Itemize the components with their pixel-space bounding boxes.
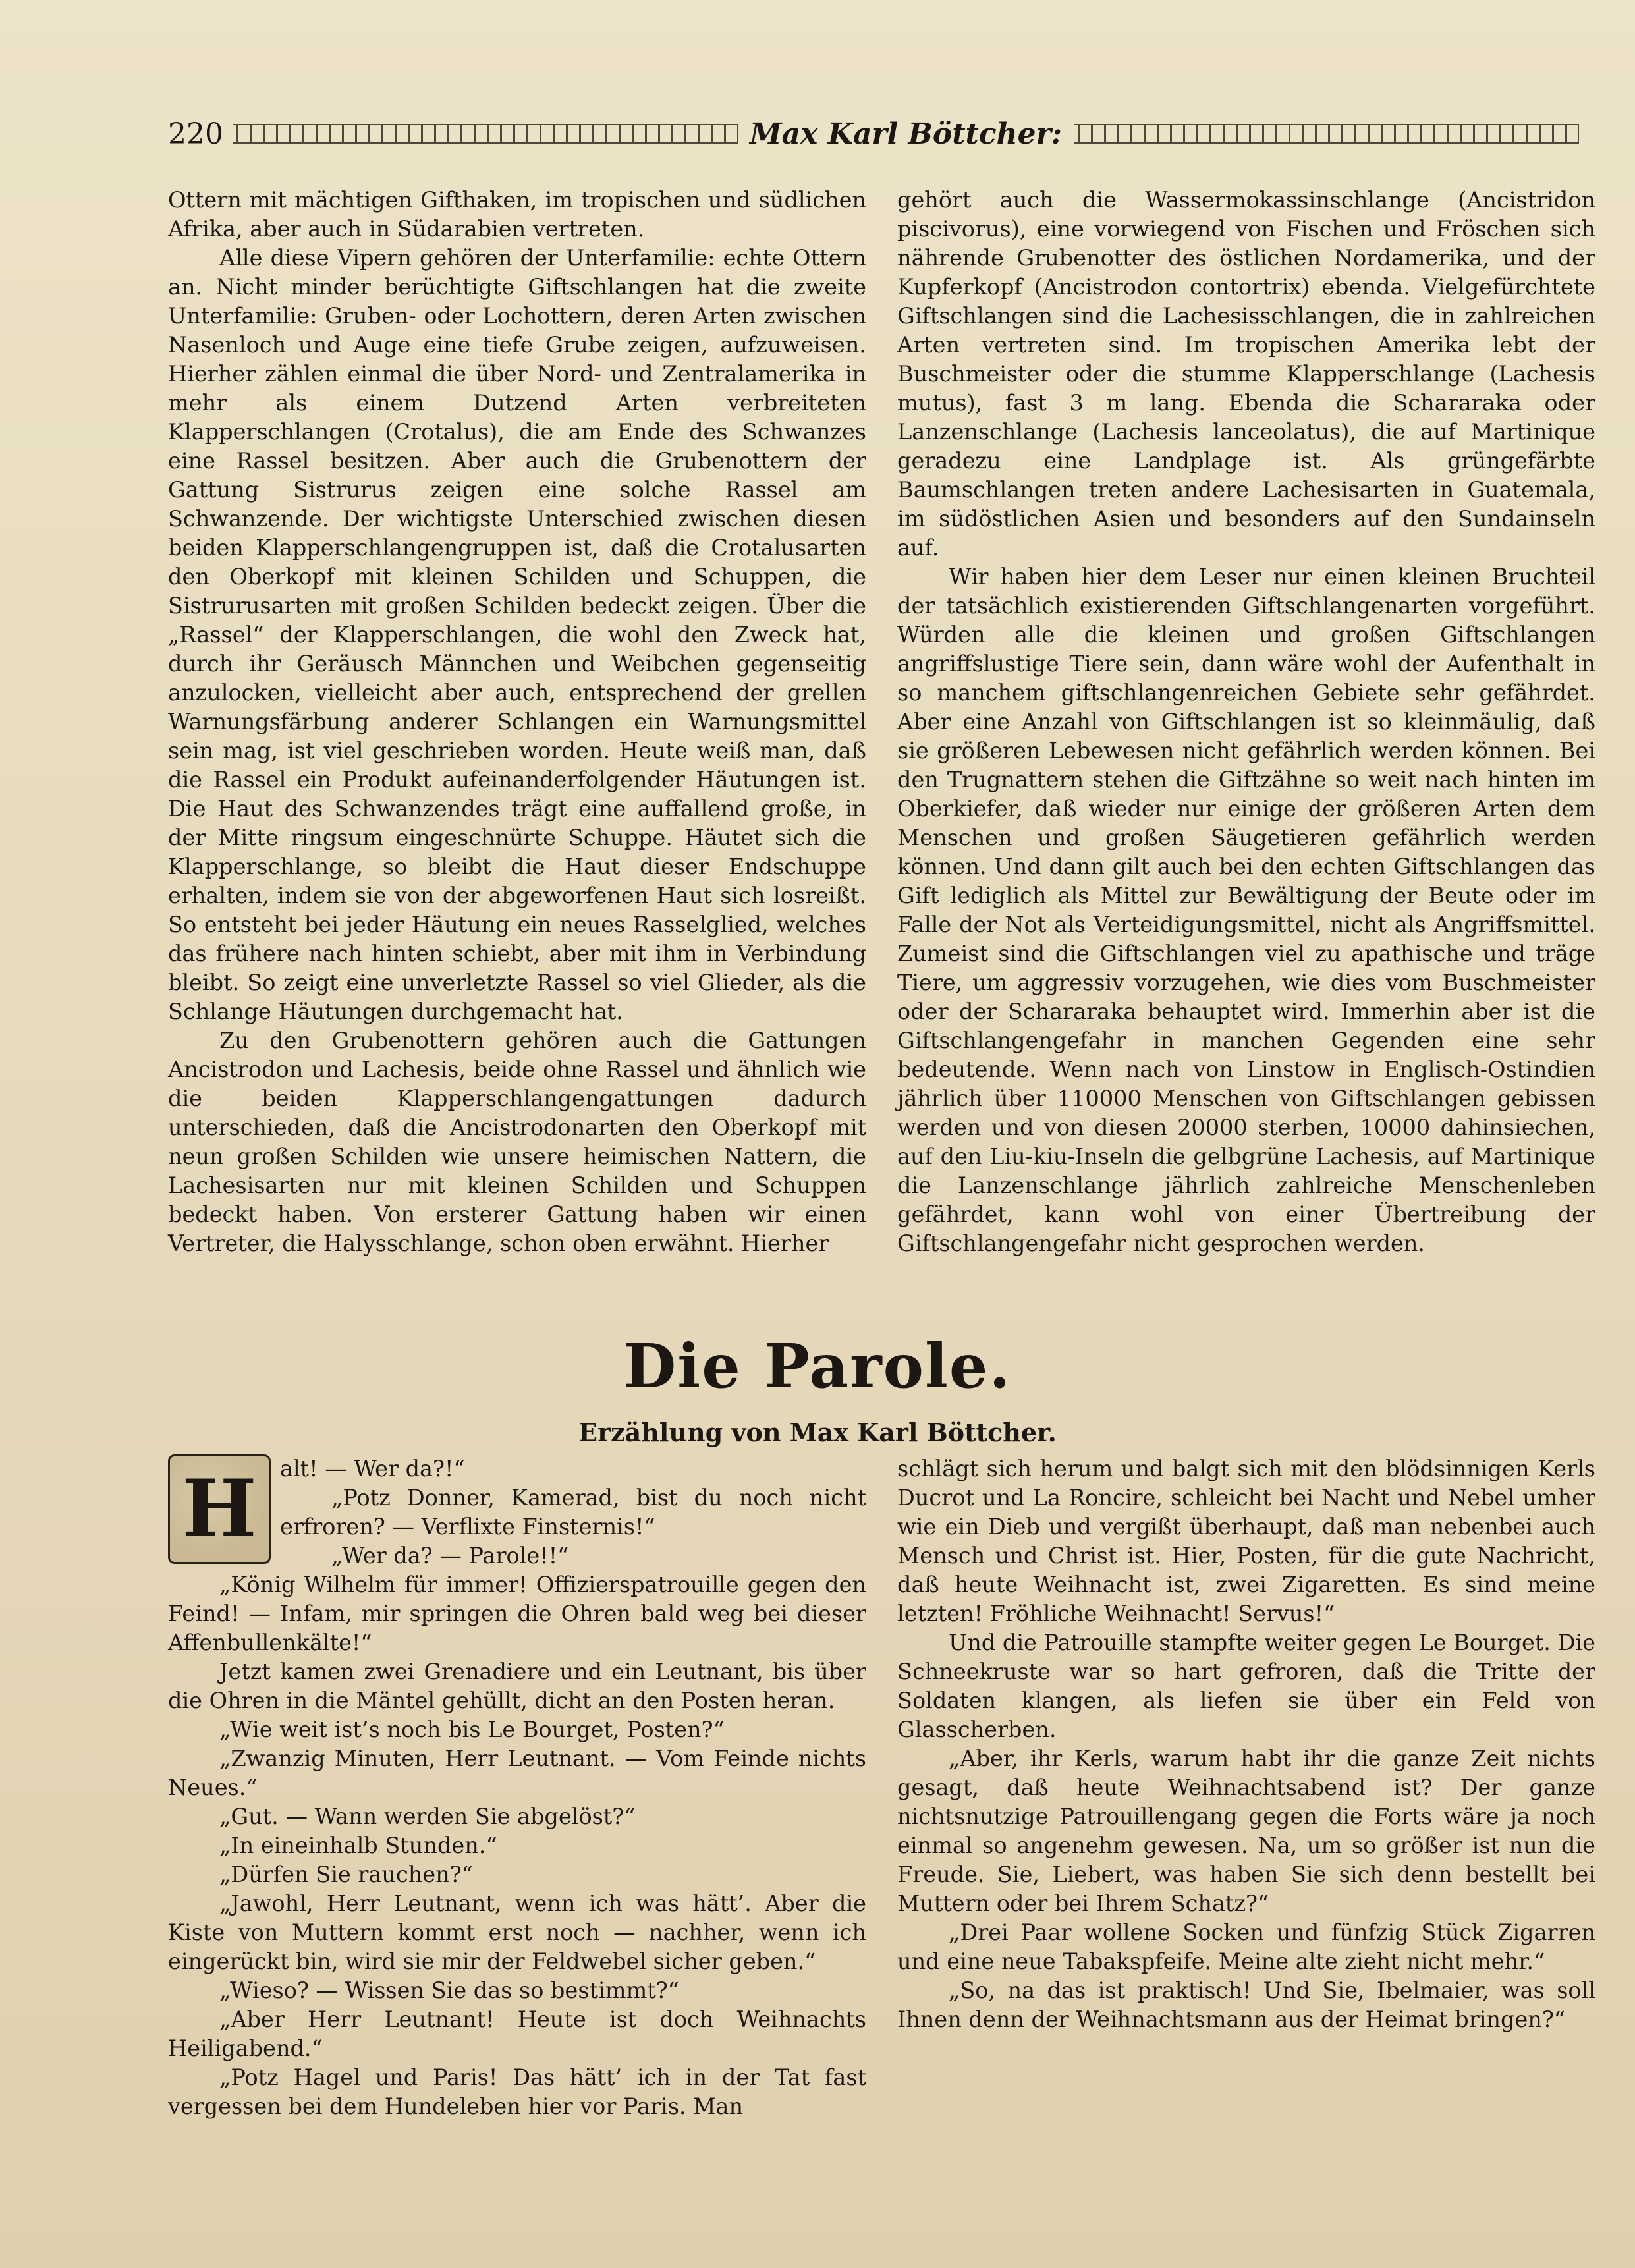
paragraph: Jetzt kamen zwei Grenadiere und ein Leutnant, bis über die Ohren in die Mäntel gehüllt, dicht an den Posten heran. <box>168 1659 866 1713</box>
running-title: Max Karl Böttcher: <box>749 117 1063 151</box>
header-ornament-left <box>233 124 738 144</box>
paragraph: „Aber Herr Leutnant! Heute ist doch Weihnachts Heiligabend.“ <box>168 2006 866 2061</box>
paragraph: „Wer da? — Parole!!“ <box>331 1543 569 1568</box>
paragraph: gehört auch die Wassermokassinschlange (Ancistridon piscivorus), eine vorwiegend von Fischen und Fröschen sich nährende Grubenotter des östlichen Nordamerika, und der Kupferkopf (Ancistrodon contortrix) ebenda. Vielgefürchtete Giftschlangen sind die Lachesisschlangen, die in zahlreichen Arten vertreten sind. Im tropischen Amerika lebt der Buschmeister oder die stumme Klapperschlange (Lachesis mutus), fast 3 m lang. Ebenda die Schararaka oder Lanzenschlange (Lachesis lanceolatus), die auf Martinique geradezu eine Landplage ist. Als grüngefärbte Baumschlangen treten andere Lachesisarten in Guatemala, im südöstlichen Asien und besonders auf den Sundainseln auf. <box>897 187 1595 561</box>
story-column-1 <box>168 1454 866 2121</box>
paragraph: „Zwanzig Minuten, Herr Leutnant. — Vom Feinde nichts Neues.“ <box>168 1746 866 1800</box>
paragraph: Wir haben hier dem Leser nur einen kleinen Bruchteil der tatsächlich existierenden Giftschlangenarten vorgeführt. Würden alle die kleinen und großen Giftschlangen angriffslustige Tiere sein, dann wäre wohl der Aufenthalt in so manchem giftschlangenreichen Gebiete sehr gefährdet. Aber eine Anzahl von Giftschlangen ist so kleinmäulig, daß sie größeren Lebewesen nicht gefährlich werden können. Bei den Trugnattern stehen die Giftzähne so weit nach hinten im Oberkiefer, daß wieder nur einige der größeren Arten dem Menschen und großen Säugetieren gefährlich werden können. Und dann gilt auch bei den echten Giftschlangen das Gift lediglich als Mittel zur Bewältigung der Beute oder im Falle der Not als Verteidigungsmittel, nicht als Angriffsmittel. Zumeist sind die Giftschlangen viel zu apathische und träge Tiere, um aggressiv vorzugehen, wie dies vom Buschmeister oder der Schararaka behauptet wird. Immerhin aber ist die Giftschlangengefahr in manchen Gegenden eine sehr bedeutende. Wenn nach von Linstow in Englisch-Ostindien jährlich über 110000 Menschen von Giftschlangen gebissen werden und von diesen 20000 sterben, 10000 dahinsiechen, auf den Liu-kiu-Inseln die gelbgrüne Lachesis, auf Martinique die Lanzenschlange jährlich zahlreiche Menschenleben gefährdet, kann wohl von einer Übertreibung der Giftschlangengefahr nicht gesprochen werden. <box>897 564 1595 1256</box>
paragraph: „Gut. — Wann werden Sie abgelöst?“ <box>219 1804 636 1829</box>
paragraph: „Dürfen Sie rauchen?“ <box>219 1862 473 1887</box>
paragraph: „Drei Paar wollene Socken und fünfzig Stück Zigarren und eine neue Tabakspfeife. Meine alte zieht nicht mehr.“ <box>897 1920 1595 1974</box>
paragraph: „Wie weit ist’s noch bis Le Bourget, Posten?“ <box>219 1717 725 1742</box>
paragraph: „So, na das ist praktisch! Und Sie, Ibelmaier, was soll Ihnen denn der Weihnachtsmann aus der Heimat bringen?“ <box>897 1978 1595 2032</box>
opening-line: alt! — Wer da?!“ <box>280 1456 465 1481</box>
paragraph: Alle diese Vipern gehören der Unterfamilie: echte Ottern an. Nicht minder berüchtigte Giftschlangen hat die zweite Unterfamilie: Gruben- oder Lochottern, deren Arten zwischen Nasenloch und Auge eine tiefe Grube zeigen, aufzuweisen. Hierher zählen einmal die über Nord- und Zentralamerika in mehr als einem Dutzend Arten verbreiteten Klapperschlangen (Crotalus), die am Ende des Schwanzes eine Rassel besitzen. Aber auch die Grubenottern der Gattung Sistrurus zeigen eine solche Rassel am Schwanzende. Der wichtigste Unterschied zwischen diesen beiden Klapperschlangengruppen ist, daß die Crotalusarten den Oberkopf mit kleinen Schilden und Schuppen, die Sistrurusarten mit großen Schilden bedeckt zeigen. Über die „Rassel“ der Klapperschlangen, die wohl den Zweck hat, durch ihr Geräusch Männchen und Weibchen gegenseitig anzulocken, vielleicht aber auch, entsprechend der grellen Warnungsfärbung anderer Schlangen ein Warnungsmittel sein mag, ist viel geschrieben worden. Heute weiß man, daß die Rassel ein Produkt aufeinanderfolgender Häutungen ist. Die Haut des Schwanzendes trägt eine auffallend große, in der Mitte ringsum eingeschnürte Schuppe. Häutet sich die Klapperschlange, so bleibt die Haut dieser Endschuppe erhalten, indem sie von der abgeworfenen Haut sich losreißt. So entsteht bei jeder Häutung ein neues Rasselglied, welches das frühere nach hinten schiebt, aber mit ihm in Verbindung bleibt. So zeigt eine unverletzte Rassel so viel Glieder, als die Schlange Häutungen durchgemacht hat. <box>168 245 866 1024</box>
header-ornament-right <box>1074 124 1579 144</box>
drop-cap-initial: H <box>168 1454 271 1564</box>
paragraph: „Potz Hagel und Paris! Das hätt’ ich in der Tat fast vergessen bei dem Hundeleben hier vor Paris. Man <box>168 2064 866 2119</box>
paragraph: „Potz Donner, Kamerad, bist du noch nicht erfroren? — Verflixte Finsternis!“ <box>280 1485 866 1539</box>
paragraph: „König Wilhelm für immer! Offizierspatrouille gegen den Feind! — Infam, mir springen die Ohren bald weg bei dieser Affenbullenkälte!“ <box>168 1572 866 1655</box>
story-column-2 <box>897 1454 1595 2034</box>
page-number: 220 <box>168 117 223 151</box>
paragraph: Zu den Grubenottern gehören auch die Gattungen Ancistrodon und Lachesis, beide ohne Rassel und ähnlich wie die beiden Klapperschlangengattungen dadurch unterschieden, daß die Ancistrodonarten den Oberkopf mit neun großen Schilden wie unsere heimischen Nattern, die Lachesisarten nur mit kleinen Schilden und Schuppen bedeckt haben. Von ersterer Gattung haben wir einen Vertreter, die Halysschlange, schon oben erwähnt. Hierher <box>168 1028 866 1256</box>
paragraph: „In eineinhalb Stunden.“ <box>219 1833 497 1858</box>
paragraph: „Jawohl, Herr Leutnant, wenn ich was hätt’. Aber die Kiste von Muttern kommt erst noch — nachher, wenn ich eingerückt bin, wird sie mir der Feldwebel sicher geben.“ <box>168 1891 866 1974</box>
story-title: Die Parole. <box>623 1331 1012 1402</box>
page-header <box>168 111 1591 157</box>
article-column-1 <box>168 186 866 1258</box>
story-subtitle: Erzählung von Max Karl Böttcher. <box>578 1418 1057 1447</box>
paragraph: „Aber, ihr Kerls, warum habt ihr die ganze Zeit nichts gesagt, daß heute Weihnachtsabend ist? Der ganze nichtsnutzige Patrouillengang gegen die Forts wäre ja noch einmal so angenehm gewesen. Na, um so größer ist nun die Freude. Sie, Liebert, was haben Sie sich denn bestellt bei Muttern oder bei Ihrem Schatz?“ <box>897 1746 1595 1916</box>
paragraph: Ottern mit mächtigen Gifthaken, im tropischen und südlichen Afrika, aber auch in Südarabien vertreten. <box>168 187 866 242</box>
paragraph: schlägt sich herum und balgt sich mit den blödsinnigen Kerls Ducrot und La Roncire, schleicht bei Nacht und Nebel umher wie ein Dieb und vergißt überhaupt, daß man nebenbei auch Mensch und Christ ist. Hier, Posten, für die gute Nachricht, daß heute Weihnacht ist, zwei Zigaretten. Es sind meine letzten! Fröhliche Weihnacht! Servus!“ <box>897 1456 1595 1626</box>
paragraph: „Wieso? — Wissen Sie das so bestimmt?“ <box>219 1978 679 2003</box>
article-column-2 <box>897 186 1595 1258</box>
paragraph: Und die Patrouille stampfte weiter gegen Le Bourget. Die Schneekruste war so hart gefroren, daß die Tritte der Soldaten klangen, als liefen sie über ein Feld von Glasscherben. <box>897 1630 1596 1742</box>
